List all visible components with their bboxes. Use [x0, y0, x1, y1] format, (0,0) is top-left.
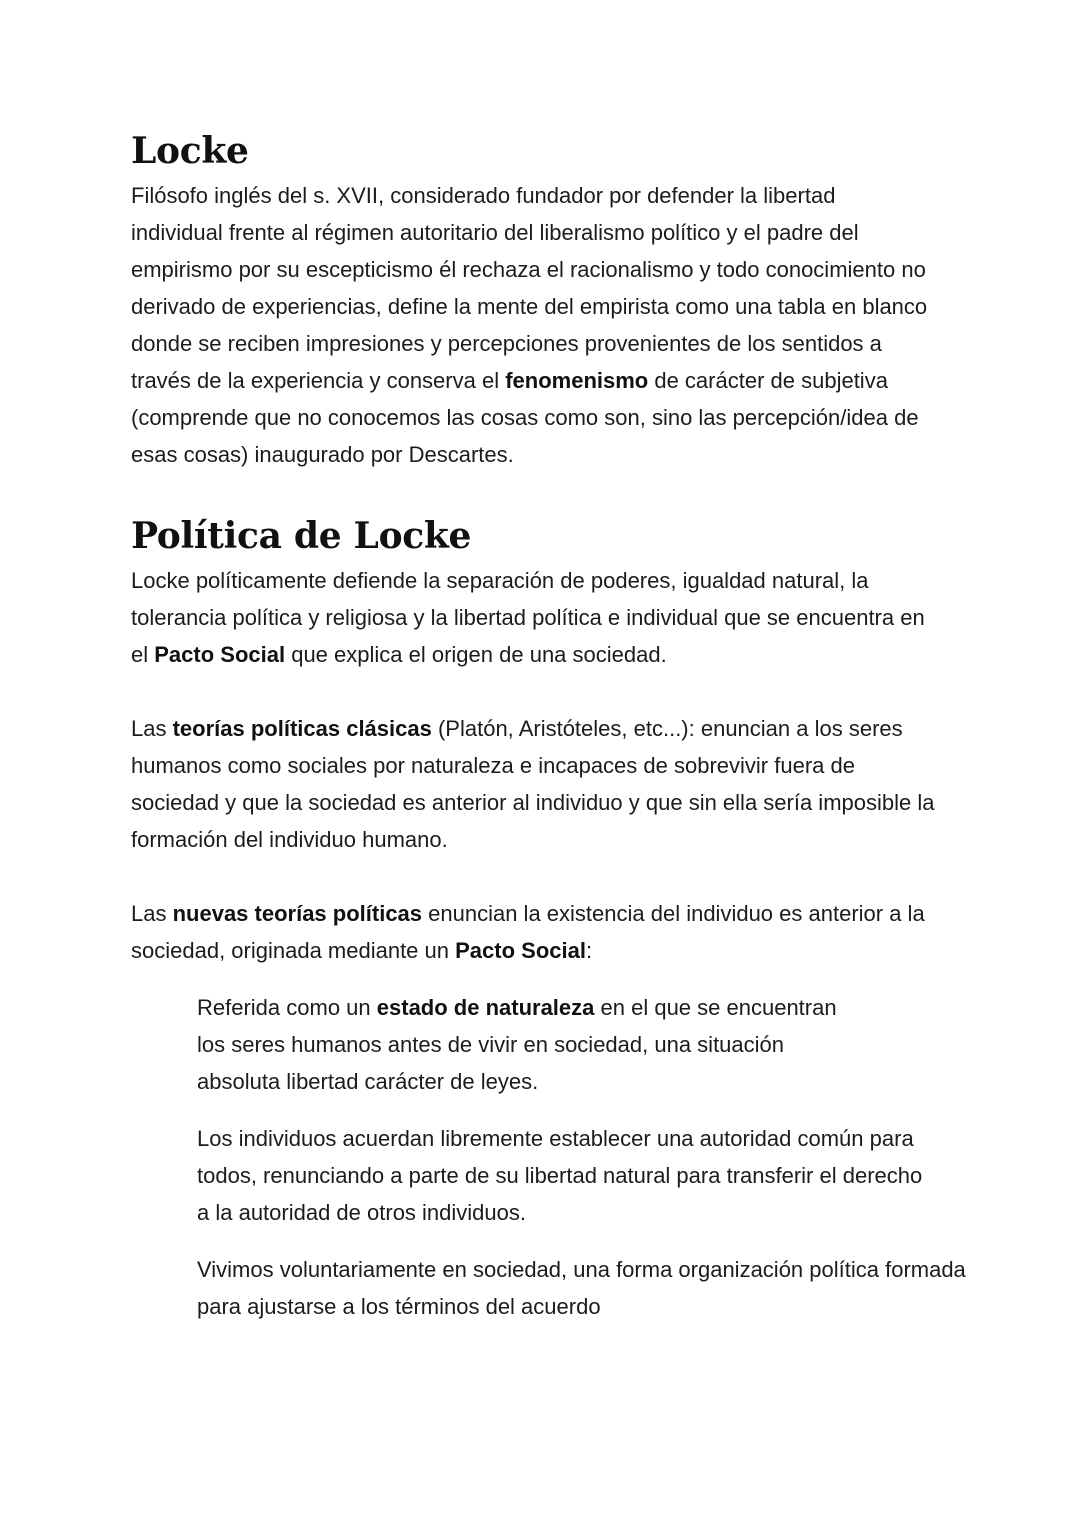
bold-pacto-social-2: Pacto Social [455, 938, 586, 963]
paragraph-nuevas-teorias: Las nuevas teorías políticas enuncian la existencia del individuo es anterior a la sociedad, originada mediante un Pacto Social: [131, 901, 925, 963]
paragraph-locke-intro: Filósofo inglés del s. XVII, considerado fundador por defender la libertad individual frente al régimen autoritario del liberalismo político y el padre del empirismo por su escepticismo él rechaza el racionalismo y todo conocimiento no derivado de experiencias, define la mente del empirista como una tabla en blanco donde se reciben impresiones y percepciones provenientes de los sentidos a través de la experiencia y conserva el fenomenismo de carácter de subjetiva (comprende que no conocemos las cosas como son, sino las percepción/idea de esas cosas) inaugurado por Descartes. [131, 183, 928, 467]
heading-locke: Locke [131, 130, 249, 172]
indented-paragraph-autoridad-comun: Los individuos acuerdan libremente establecer una autoridad común para todos, renunciando a parte de su libertad natural para transferir el derecho a la autoridad de otros individuos. [197, 1126, 923, 1225]
paragraph-politica-intro: Locke políticamente defiende la separación de poderes, igualdad natural, la tolerancia política y religiosa y la libertad política e individual que se encuentra en el Pacto Social que explica el origen de una sociedad. [131, 568, 925, 667]
indented-paragraph-estado-naturaleza: Referida como un estado de naturaleza en el que se encuentran los seres humanos antes de vivir en sociedad, una situación absoluta libertad carácter de leyes. [197, 995, 837, 1094]
bold-nuevas-teorias: nuevas teorías políticas [172, 901, 423, 926]
indented-paragraph-sociedad-voluntaria: Vivimos voluntariamente en sociedad, una forma organización política formada para ajustarse a los términos del acuerdo [197, 1257, 966, 1319]
document-page [131, 128, 966, 1325]
paragraph-teorias-clasicas: Las teorías políticas clásicas (Platón, Aristóteles, etc...): enuncian a los seres humanos como sociales por naturaleza e incapaces de sobrevivir fuera de sociedad y que la sociedad es anterior al individuo y que sin ella sería imposible la formación del individuo humano. [131, 716, 935, 852]
bold-estado-de-naturaleza: estado de naturaleza [376, 995, 595, 1020]
heading-politica-de-locke: Política de Locke [131, 515, 472, 557]
bold-pacto-social: Pacto Social [154, 642, 286, 667]
bold-teorias-clasicas: teorías políticas clásicas [172, 716, 432, 741]
bold-fenomenismo: fenomenismo [505, 368, 649, 393]
